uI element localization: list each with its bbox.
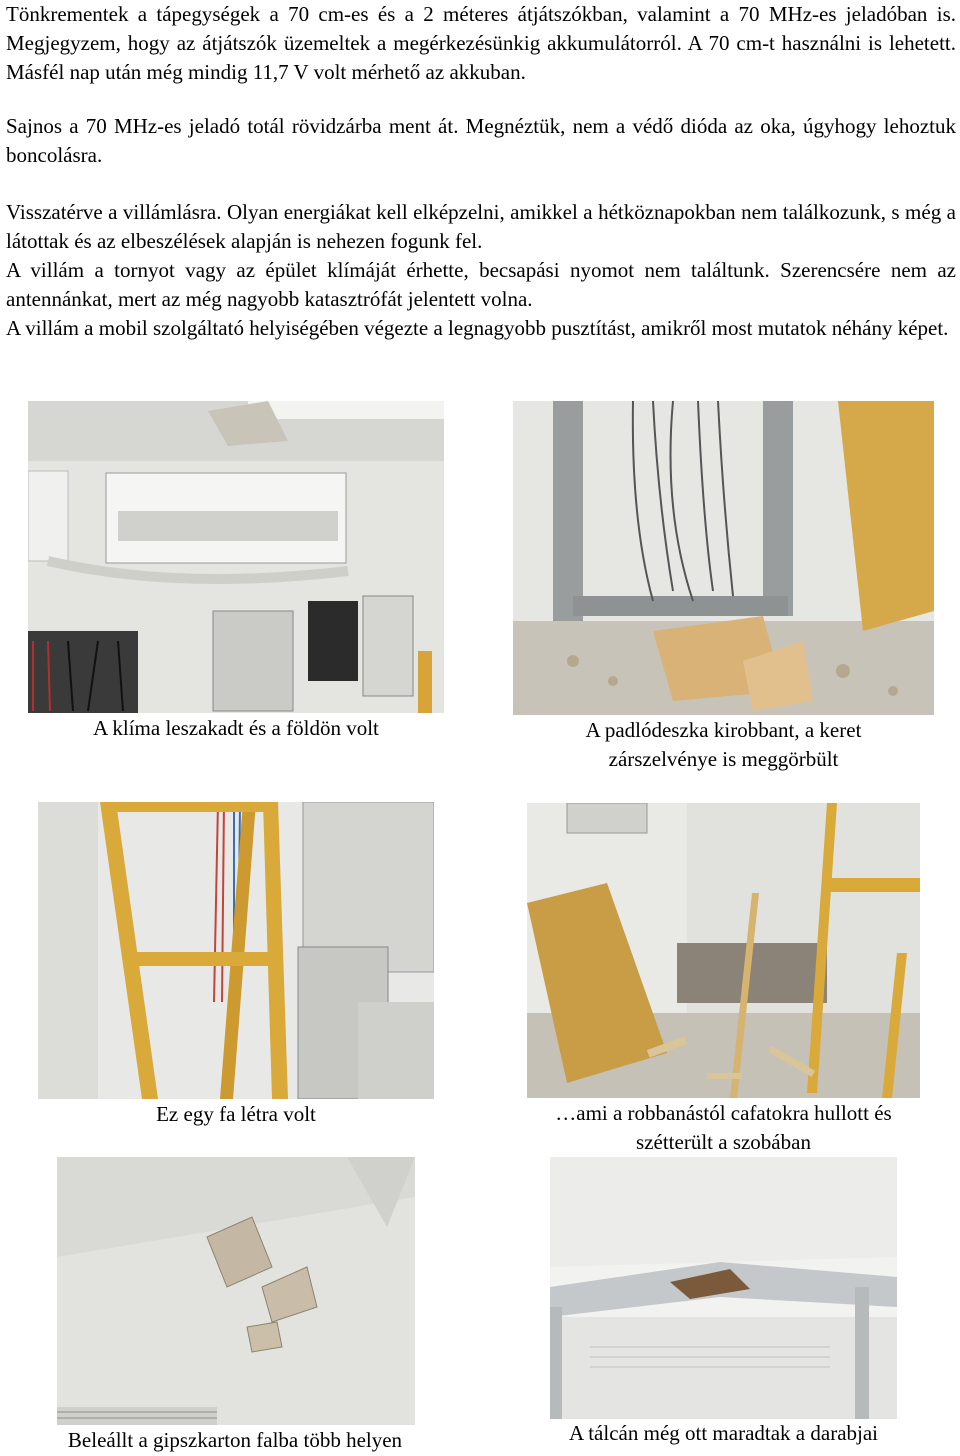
caption-photo-2-line-1: A padlódeszka kirobbant, a keret (585, 718, 862, 742)
photo-air-conditioner (28, 401, 444, 713)
paragraph-beacon-short: Sajnos a 70 MHz-es jeladó totál rövidzárba ment át. Megnéztük, nem a védő dióda az oka, úgyhogy lehoztuk boncolásra. (6, 114, 956, 167)
caption-photo-4-line-1: …ami a robbanástól cafatokra hullott és (555, 1101, 892, 1125)
paragraph-mobile-room: A villám a mobil szolgáltató helyiségében végezte a legnagyobb pusztítást, amikről most mutatok néhány képet. (6, 316, 949, 340)
photo-plasterboard-ceiling (57, 1157, 415, 1425)
caption-photo-3: Ez egy fa létra volt (156, 1102, 316, 1126)
photo-floor-board (513, 401, 934, 715)
paragraph-lightning-strike: A villám a tornyot vagy az épület klímáját érhette, becsapási nyomot nem találtunk. Szerencsére nem az antennánkat, mert az még nagyobb katasztrófát jelentett volna. (6, 258, 956, 311)
paragraph-power-supplies: Tönkrementek a tápegységek a 70 cm-es és a 2 méteres átjátszókban, valamint a 70 MHz-es jeladóban is. Megjegyzem, hogy az átjátszók üzemeltek a megérkezésünkig akkumulátorról. A 70 cm-t használni is lehetett. Másfél nap után még mindig 11,7 V volt mérhető az akkuban. (6, 2, 956, 84)
caption-photo-5: Beleállt a gipszkarton falba több helyen (67, 1428, 403, 1452)
caption-photo-1: A klíma leszakadt és a földön volt (93, 716, 379, 740)
caption-photo-6: A tálcán még ott maradtak a darabjai (568, 1421, 879, 1445)
caption-photo-2-line-2: zárszelvénye is meggörbült (608, 747, 839, 771)
caption-photo-4-line-2: szétterült a szobában (636, 1130, 811, 1154)
photo-cable-tray (550, 1157, 897, 1419)
photo-wooden-ladder (38, 802, 434, 1099)
caption-photo-4 (513, 1099, 934, 1157)
photo-debris-corner (527, 803, 920, 1098)
caption-photo-2 (513, 716, 934, 774)
paragraph-lightning-energy: Visszatérve a villámlásra. Olyan energiákat kell elképzelni, amikkel a hétköznapokban nem találkozunk, s még a látottak és az elbeszélések alapján is nehezen fogunk fel. (6, 200, 956, 253)
